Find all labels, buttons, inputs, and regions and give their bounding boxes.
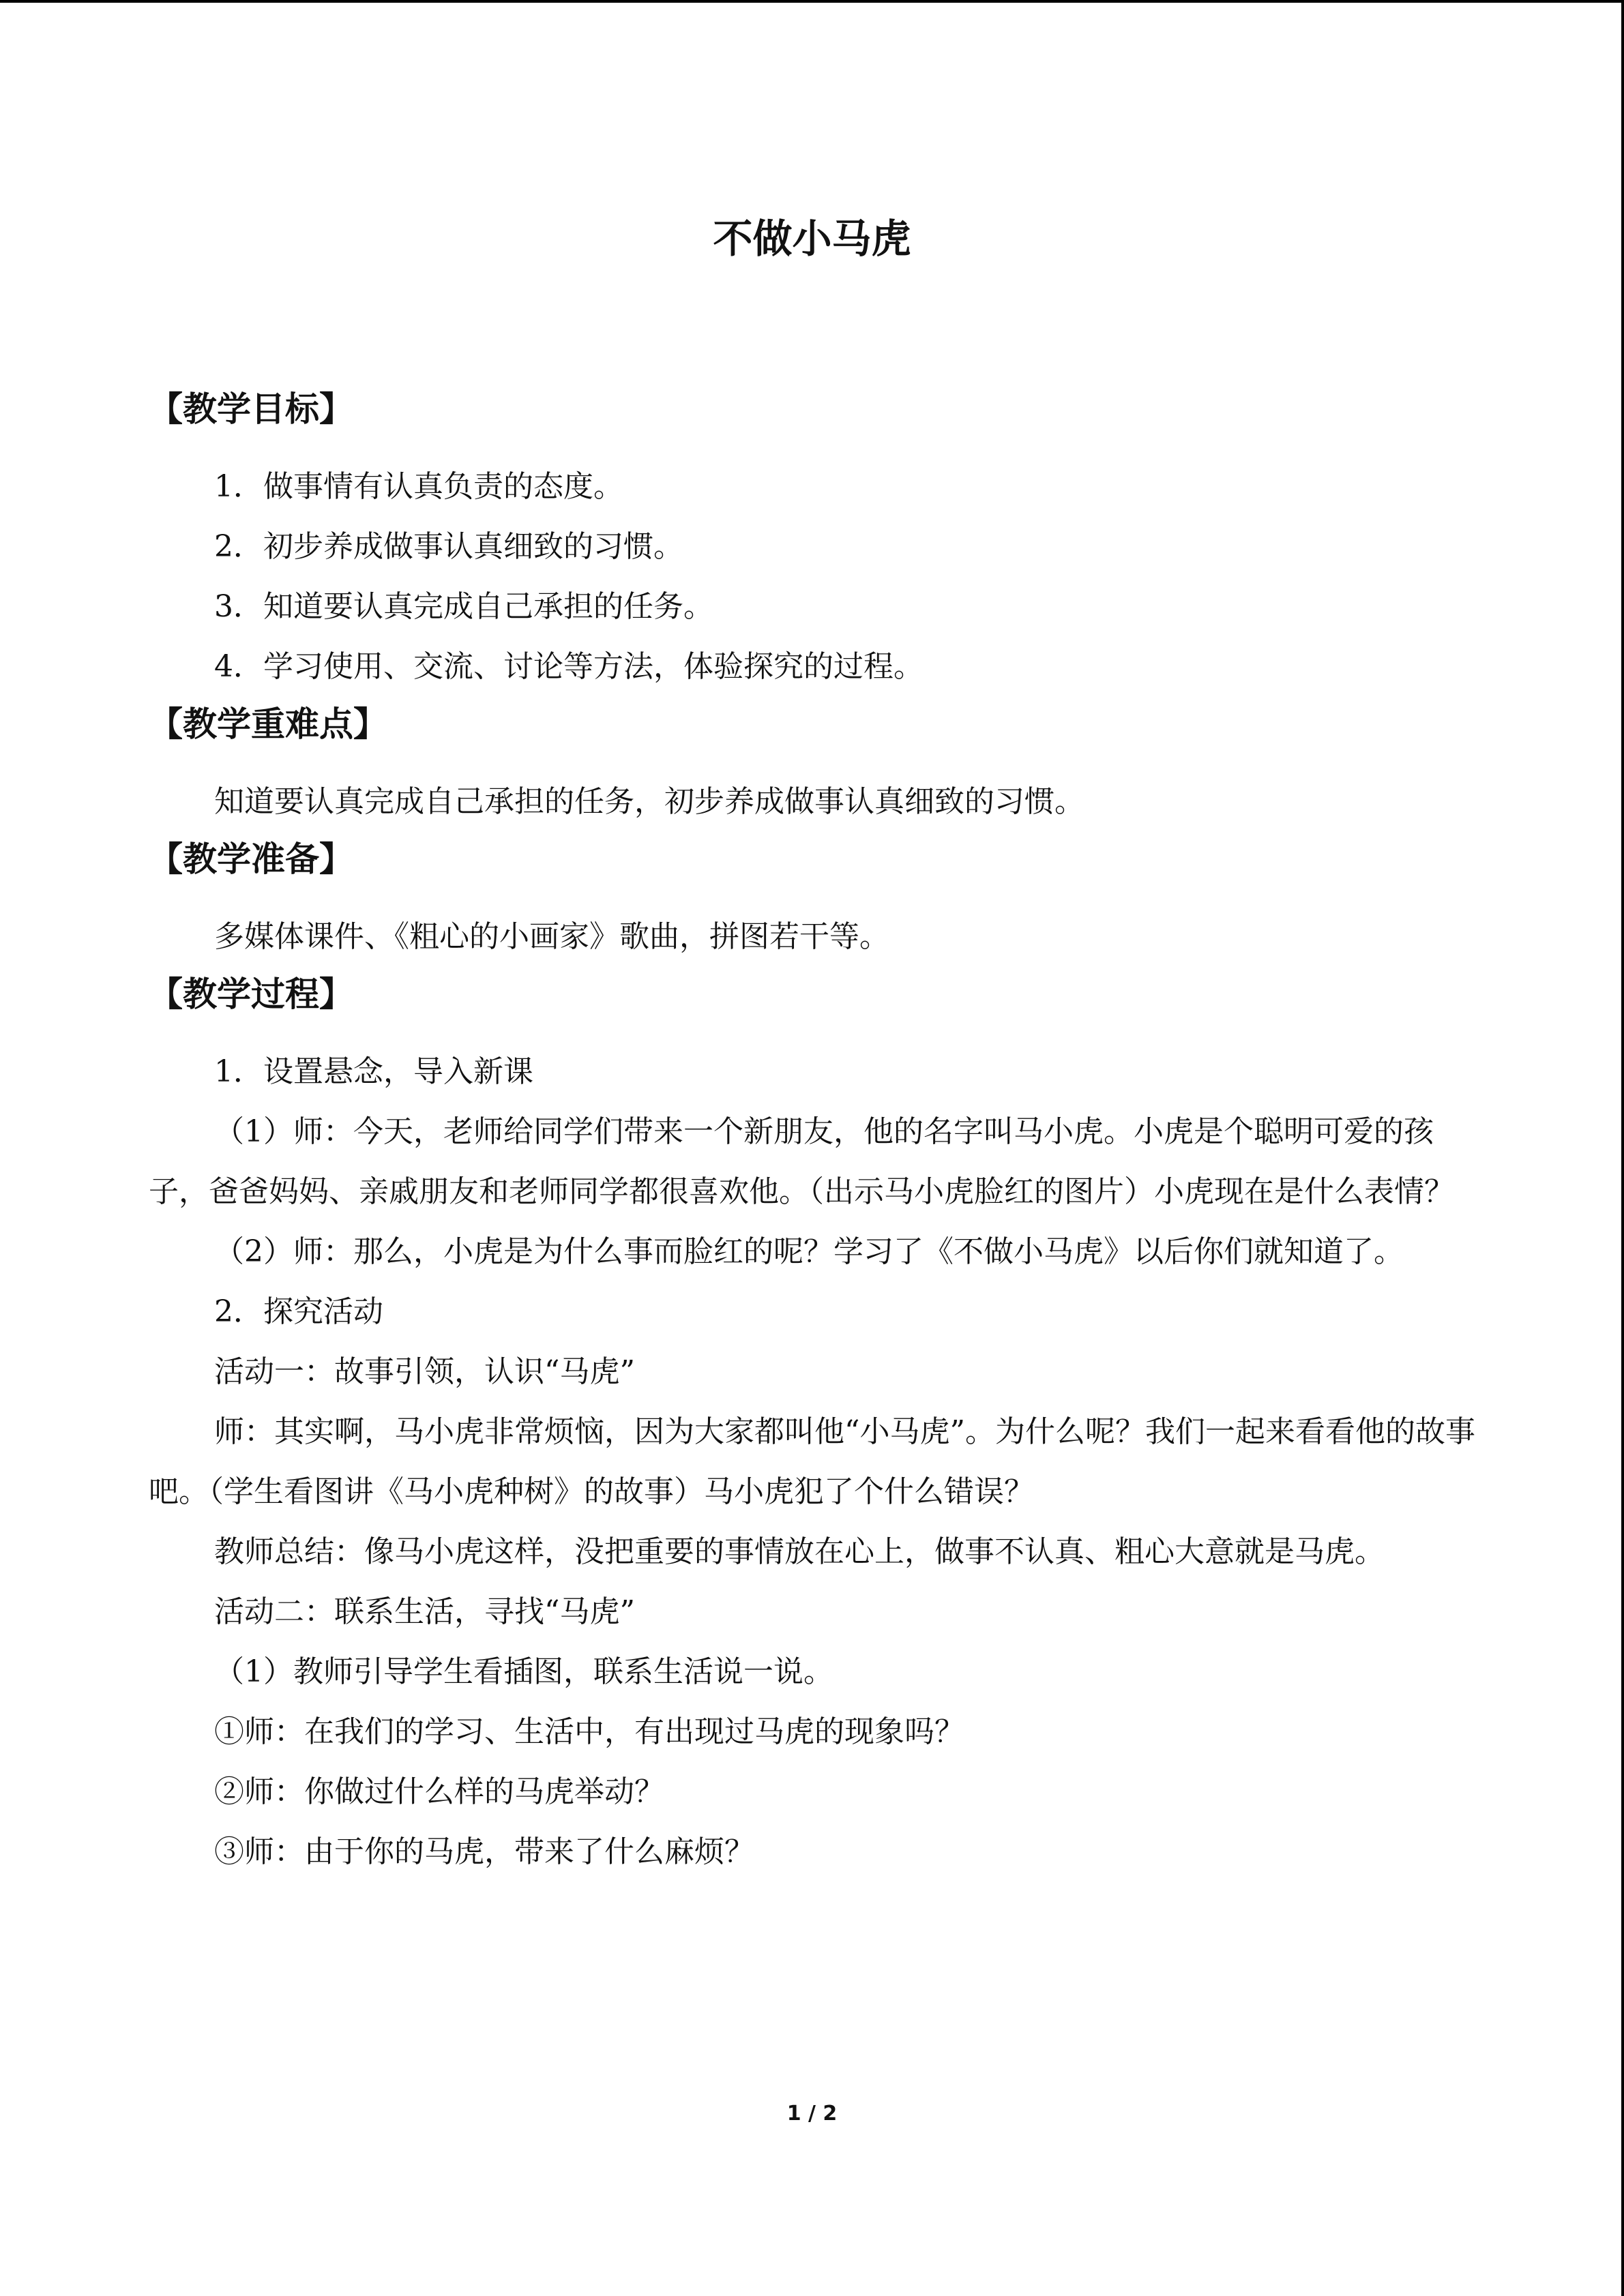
section-heading-key-points: 【教学重难点】: [149, 704, 387, 744]
section-heading-goals: 【教学目标】: [149, 389, 353, 429]
process-paragraph: 2．探究活动: [214, 1294, 383, 1329]
process-paragraph: 1．设置悬念，导入新课: [214, 1054, 533, 1089]
process-paragraph: 教师总结：像马小虎这样，没把重要的事情放在心上，做事不认真、粗心大意就是马虎。: [214, 1534, 1385, 1569]
process-paragraph: ①师：在我们的学习、生活中，有出现过马虎的现象吗？: [214, 1714, 964, 1749]
preparation-text: 多媒体课件、《粗心的小画家》歌曲，拼图若干等。: [214, 919, 889, 954]
page-right-border: [1621, 0, 1624, 2296]
process-paragraph: 活动二：联系生活，寻找“马虎”: [214, 1594, 635, 1629]
goal-item: 2．初步养成做事认真细致的习惯。: [214, 529, 683, 564]
process-paragraph: （2）师：那么，小虎是为什么事而脸红的呢？学习了《不做小马虎》以后你们就知道了。: [214, 1234, 1404, 1269]
page-number: 1 / 2: [786, 2102, 838, 2126]
section-heading-process: 【教学过程】: [149, 974, 353, 1014]
goal-item: 1．做事情有认真负责的态度。: [214, 469, 623, 504]
process-paragraph: 活动一：故事引领，认识“马虎”: [214, 1354, 635, 1389]
document-title: 不做小马虎: [713, 215, 911, 262]
process-paragraph: （1）师：今天，老师给同学们带来一个新朋友，他的名字叫马小虎。小虎是个聪明可爱的孩子，爸爸妈妈、亲戚朋友和老师同学都很喜欢他。（出示马小虎脸红的图片）小虎现在是什么表情？: [149, 1114, 1454, 1209]
page-top-border: [0, 0, 1624, 3]
process-paragraph: （1）教师引导学生看插图，联系生活说一说。: [214, 1654, 833, 1689]
key-points-text: 知道要认真完成自己承担的任务，初步养成做事认真细致的习惯。: [214, 784, 1084, 819]
section-heading-preparation: 【教学准备】: [149, 839, 353, 879]
process-paragraph: ②师：你做过什么样的马虎举动？: [214, 1774, 664, 1809]
process-paragraph: 师：其实啊，马小虎非常烦恼，因为大家都叫他“小马虎”。为什么呢？我们一起来看看他的故事吧。（学生看图讲《马小虎种树》的故事）马小虎犯了个什么错误？: [149, 1414, 1475, 1509]
goal-item: 3．知道要认真完成自己承担的任务。: [214, 589, 713, 624]
process-paragraph: ③师：由于你的马虎，带来了什么麻烦？: [214, 1834, 754, 1869]
goal-item: 4．学习使用、交流、讨论等方法，体验探究的过程。: [214, 649, 924, 684]
document-body: [149, 382, 1475, 1882]
